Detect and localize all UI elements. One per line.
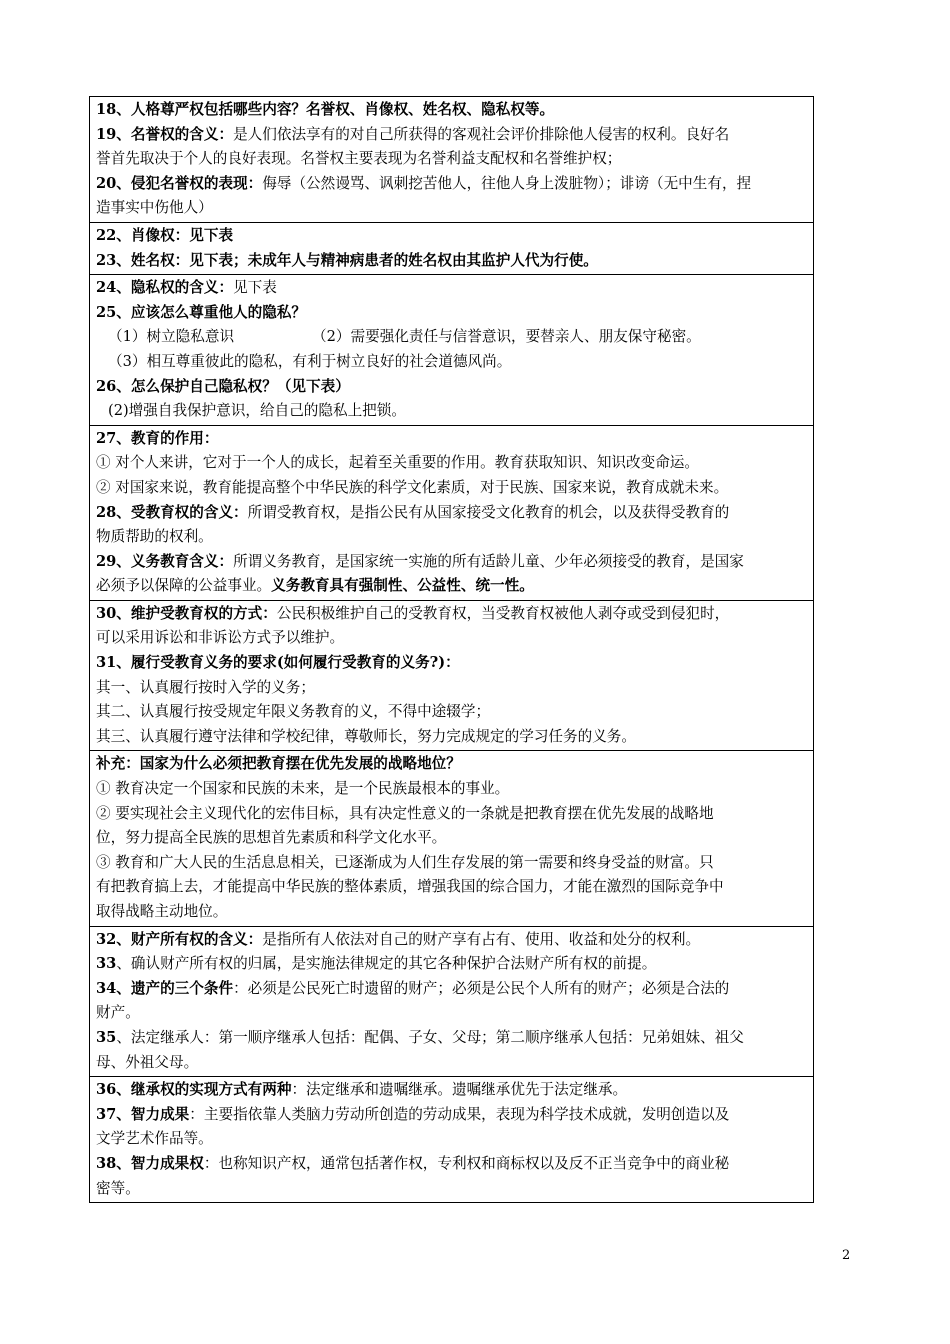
text: 取得战略主动地位。 bbox=[96, 903, 228, 920]
text: ：主要指依靠人类脑力劳动所创造的劳动成果，表现为科学技术成就，发明创造以及 bbox=[189, 1105, 730, 1123]
text-line bbox=[96, 276, 808, 301]
table-cell bbox=[90, 425, 813, 600]
text-line bbox=[96, 325, 808, 350]
table-cell bbox=[90, 750, 813, 925]
text-line bbox=[96, 399, 808, 424]
text-line bbox=[96, 826, 808, 851]
text-line bbox=[96, 802, 808, 827]
text-line bbox=[96, 676, 808, 701]
bold-text: 36、继承权的实现方式有两种 bbox=[96, 1081, 292, 1099]
text-line bbox=[96, 1152, 808, 1177]
bold-text: 34、遗产的三个条件 bbox=[96, 979, 234, 997]
text-line bbox=[96, 451, 808, 476]
bold-text: 31、履行受教育义务的要求(如何履行受教育的义务?)： bbox=[96, 654, 460, 672]
text-line bbox=[96, 224, 808, 249]
text-line bbox=[96, 725, 808, 750]
text-line bbox=[96, 525, 808, 550]
bold-text: 20、侵犯名誉权的表现： bbox=[96, 174, 263, 192]
bold-text: 义务教育具有强制性、公益性、统一性。 bbox=[271, 577, 534, 595]
text: 、法定继承人：第一顺序继承人包括：配偶、子女、父母；第二顺序继承人包括：兄弟姐妹、祖父 bbox=[116, 1028, 744, 1046]
content-table bbox=[89, 96, 814, 1203]
bold-text: 38、智力成果权 bbox=[96, 1154, 204, 1172]
bold-text: 24、隐私权的含义： bbox=[96, 279, 234, 297]
text-line bbox=[96, 1051, 808, 1076]
bold-text: 28、受教育权的含义： bbox=[96, 503, 248, 521]
text-line bbox=[96, 851, 808, 876]
text-line bbox=[96, 301, 808, 326]
text-line bbox=[96, 952, 808, 977]
text: 物质帮助的权利。 bbox=[96, 528, 213, 546]
text: ② 对国家来说，教育能提高整个中华民族的科学文化素质，对于民族、国家来说，教育成就未来。 bbox=[96, 478, 729, 496]
text-line bbox=[96, 977, 808, 1002]
bold-text: 26、怎么保护自己隐私权？（见下表） bbox=[96, 377, 350, 395]
bold-text: 37、智力成果 bbox=[96, 1105, 190, 1123]
bold-text: 30、维护受教育权的方式： bbox=[96, 604, 277, 622]
text-line bbox=[96, 249, 808, 274]
text-line bbox=[96, 123, 808, 148]
text-line bbox=[96, 602, 808, 627]
text: 造事实中伤他人） bbox=[96, 199, 213, 217]
text: 财产。 bbox=[96, 1004, 140, 1022]
text: 、确认财产所有权的归属，是实施法律规定的其它各种保护合法财产所有权的前提。 bbox=[116, 955, 657, 973]
text: （3）相互尊重彼此的隐私，有利于树立良好的社会道德风尚。 bbox=[108, 352, 512, 370]
text: 必须予以保障的公益事业。 bbox=[96, 577, 272, 595]
text-line bbox=[96, 501, 808, 526]
text: 所谓义务教育，是国家统一实施的所有适龄儿童、少年必须接受的教育，是国家 bbox=[233, 552, 744, 570]
text: 可以采用诉讼和非诉讼方式予以维护。 bbox=[96, 629, 345, 647]
bold-text: 23、姓名权：见下表；未成年人与精神病患者的姓名权由其监护人代为行使。 bbox=[96, 251, 598, 269]
text: 其一、认真履行按时入学的义务； bbox=[96, 678, 315, 696]
text-line bbox=[96, 700, 808, 725]
text: 母、外祖父母。 bbox=[96, 1053, 199, 1071]
text-line bbox=[96, 1177, 808, 1202]
text-line bbox=[96, 928, 808, 953]
text: ① 教育决定一个国家和民族的未来，是一个民族最根本的事业。 bbox=[96, 780, 510, 798]
text-line bbox=[96, 1026, 808, 1051]
text-line bbox=[96, 626, 808, 651]
text-line bbox=[96, 172, 808, 197]
text-line bbox=[96, 574, 808, 599]
text: 其二、认真履行按受规定年限义务教育的义，不得中途辍学； bbox=[96, 703, 491, 721]
text: ③ 教育和广大人民的生活息息相关，已逐渐成为人们生存发展的第一需要和终身受益的财富。只 bbox=[96, 853, 714, 871]
text-line bbox=[96, 427, 808, 452]
text: 是人们依法享有的对自己所获得的客观社会评价排除他人侵害的权利。良好名 bbox=[233, 125, 730, 143]
text: ② 要实现社会主义现代化的宏伟目标，具有决定性意义的一条就是把教育摆在优先发展的战略地 bbox=[96, 804, 714, 822]
text-line bbox=[96, 900, 808, 925]
bold-text: 19、名誉权的含义： bbox=[96, 125, 234, 143]
text: ① 对个人来讲，它对于一个人的成长，起着至关重要的作用。教育获取知识、知识改变命运。 bbox=[96, 454, 699, 472]
bold-text: 22、肖像权：见下表 bbox=[96, 226, 234, 244]
bold-text: 33 bbox=[96, 955, 117, 973]
page-number: 2 bbox=[842, 1248, 851, 1263]
text: ：必须是公民死亡时遗留的财产；必须是公民个人所有的财产；必须是合法的 bbox=[233, 979, 730, 997]
bold-text: 35 bbox=[96, 1028, 117, 1046]
text: 公民积极维护自己的受教育权，当受教育权被他人剥夺或受到侵犯时， bbox=[276, 604, 730, 622]
text-line bbox=[96, 196, 808, 221]
text: 誉首先取决于个人的良好表现。名誉权主要表现为名誉利益支配权和名誉维护权； bbox=[96, 150, 622, 168]
table-cell bbox=[90, 1076, 813, 1202]
table-cell bbox=[90, 926, 813, 1077]
text: 密等。 bbox=[96, 1179, 140, 1197]
text: 侮辱（公然谩骂、讽刺挖苦他人，往他人身上泼脏物）；诽谤（无中生有，捏 bbox=[262, 174, 752, 192]
text: ：法定继承和遗嘱继承。遗嘱继承优先于法定继承。 bbox=[291, 1081, 628, 1099]
text: ：也称知识产权，通常包括著作权，专利权和商标权以及反不正当竞争中的商业秘 bbox=[203, 1154, 730, 1172]
text: 位，努力提高全民族的思想首先素质和科学文化水平。 bbox=[96, 829, 447, 847]
text-line bbox=[96, 1103, 808, 1128]
text-line bbox=[96, 752, 808, 777]
text: 是指所有人依法对自己的财产享有占有、使用、收益和处分的权利。 bbox=[262, 930, 701, 948]
table-cell bbox=[90, 274, 813, 425]
text: 其三、认真履行遵守法律和学校纪律，尊敬师长，努力完成规定的学习任务的义务。 bbox=[96, 727, 636, 745]
bold-text: 25、应该怎么尊重他人的隐私？ bbox=[96, 303, 307, 321]
text-line bbox=[96, 651, 808, 676]
text-line bbox=[96, 350, 808, 375]
text-line bbox=[96, 147, 808, 172]
bold-text: 29、义务教育含义： bbox=[96, 552, 234, 570]
table-cell bbox=[90, 222, 813, 274]
table-cell bbox=[90, 600, 813, 751]
text-line bbox=[96, 98, 808, 123]
text-line bbox=[96, 1001, 808, 1026]
text: 文学艺术作品等。 bbox=[96, 1130, 213, 1148]
text: 所谓受教育权，是指公民有从国家接受文化教育的机会，以及获得受教育的 bbox=[247, 503, 730, 521]
text: 有把教育搞上去，才能提高中华民族的整体素质，增强我国的综合国力，才能在激烈的国际竞争中 bbox=[96, 878, 724, 896]
table-cell bbox=[90, 97, 813, 222]
text-line bbox=[96, 476, 808, 501]
text-line bbox=[96, 1078, 808, 1103]
text-line bbox=[96, 1127, 808, 1152]
bold-text: 32、财产所有权的含义： bbox=[96, 930, 263, 948]
bold-text: 补充：国家为什么必须把教育摆在优先发展的战略地位？ bbox=[96, 755, 461, 773]
bold-text: 18、人格尊严权包括哪些内容？名誉权、肖像权、姓名权、隐私权等。 bbox=[96, 101, 555, 118]
text-line bbox=[96, 375, 808, 400]
text: (2)增强自我保护意识，给自己的隐私上把锁。 bbox=[108, 402, 406, 420]
bold-text: 27、教育的作用： bbox=[96, 429, 219, 447]
text: （2）需要强化责任与信誉意识，要替亲人、朋友保守秘密。 bbox=[312, 328, 701, 346]
text-line bbox=[96, 777, 808, 802]
text: 见下表 bbox=[233, 279, 277, 297]
text-line bbox=[96, 550, 808, 575]
text: （1）树立隐私意识 bbox=[108, 328, 235, 346]
text-line bbox=[96, 875, 808, 900]
